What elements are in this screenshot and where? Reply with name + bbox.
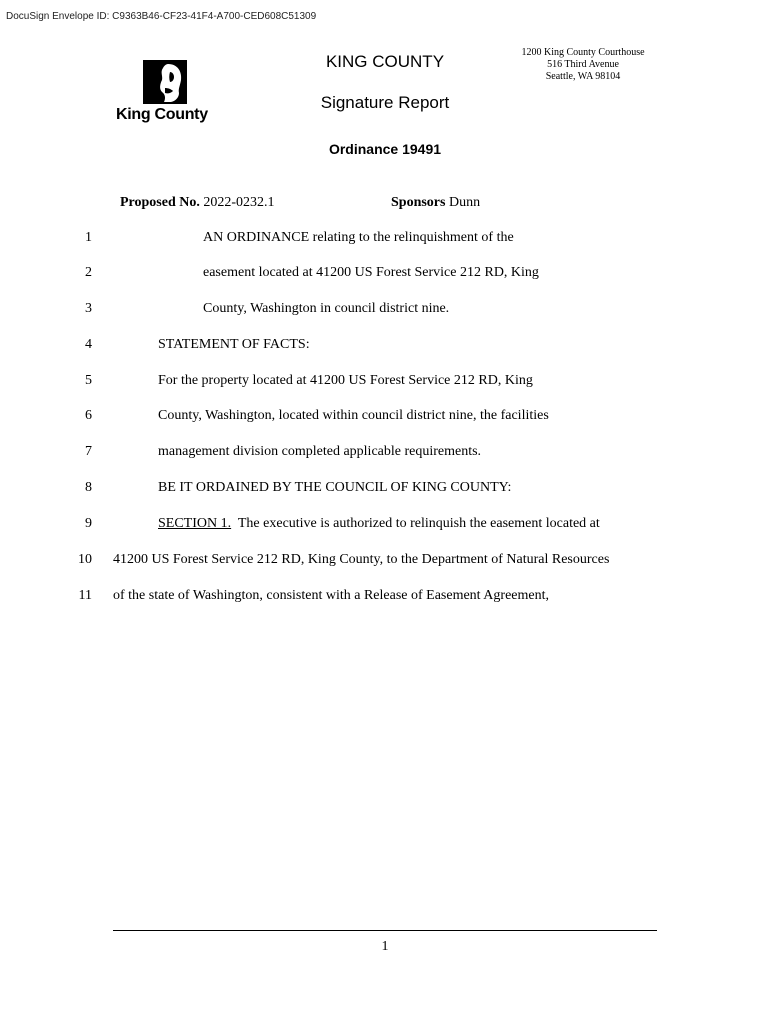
line-text: of the state of Washington, consistent with a Release of Easement Agreement, xyxy=(113,588,549,603)
docusign-envelope-id: DocuSign Envelope ID: C9363B46-CF23-41F4-A700-CED608C51309 xyxy=(6,11,317,22)
line-number: 11 xyxy=(78,588,92,603)
line-number: 6 xyxy=(85,408,92,423)
page-number: 1 xyxy=(381,939,389,954)
section-heading: SECTION 1. xyxy=(158,516,232,531)
line-text: BE IT ORDAINED BY THE COUNCIL OF KING COUNTY: xyxy=(158,480,512,495)
line-text: For the property located at 41200 US Forest Service 212 RD, King xyxy=(158,373,533,388)
line-number: 5 xyxy=(85,373,92,388)
line-number: 9 xyxy=(85,516,92,531)
line-text: County, Washington, located within council district nine, the facilities xyxy=(158,408,549,423)
proposed-number xyxy=(120,195,275,211)
line-number: 8 xyxy=(85,480,92,495)
logo-wordmark: King County xyxy=(116,106,208,123)
line-text: management division completed applicable requirements. xyxy=(158,444,482,459)
line-number: 4 xyxy=(85,337,92,352)
line-text: 41200 US Forest Service 212 RD, King County, to the Department of Natural Resources xyxy=(113,552,610,567)
line-text xyxy=(158,516,600,532)
line-number: 7 xyxy=(85,444,92,459)
sponsors-label: Sponsors xyxy=(391,195,446,210)
sponsors xyxy=(391,195,480,211)
line-number: 2 xyxy=(85,265,92,280)
line-number: 1 xyxy=(85,230,92,245)
proposed-label: Proposed No. xyxy=(120,195,200,210)
line-text: AN ORDINANCE relating to the relinquishment of the xyxy=(203,230,514,245)
line-number: 3 xyxy=(85,301,92,316)
address-line: 516 Third Avenue xyxy=(547,59,619,70)
county-title: KING COUNTY xyxy=(325,52,445,71)
courthouse-address xyxy=(508,47,658,83)
line-text: easement located at 41200 US Forest Service 212 RD, King xyxy=(203,265,539,280)
sponsors-value: Dunn xyxy=(448,195,481,210)
line-number: 10 xyxy=(78,552,92,567)
line-text: County, Washington in council district nine. xyxy=(203,301,450,316)
ordinance-number: Ordinance 19491 xyxy=(328,141,442,157)
address-line: Seattle, WA 98104 xyxy=(545,71,621,82)
line-text: STATEMENT OF FACTS: xyxy=(158,337,310,352)
section-text: The executive is authorized to relinquish the easement located at xyxy=(237,516,600,531)
report-title: Signature Report xyxy=(320,93,450,112)
footer-rule xyxy=(113,930,657,931)
address-line: 1200 King County Courthouse xyxy=(521,47,645,58)
proposed-value: 2022-0232.1 xyxy=(203,195,275,210)
